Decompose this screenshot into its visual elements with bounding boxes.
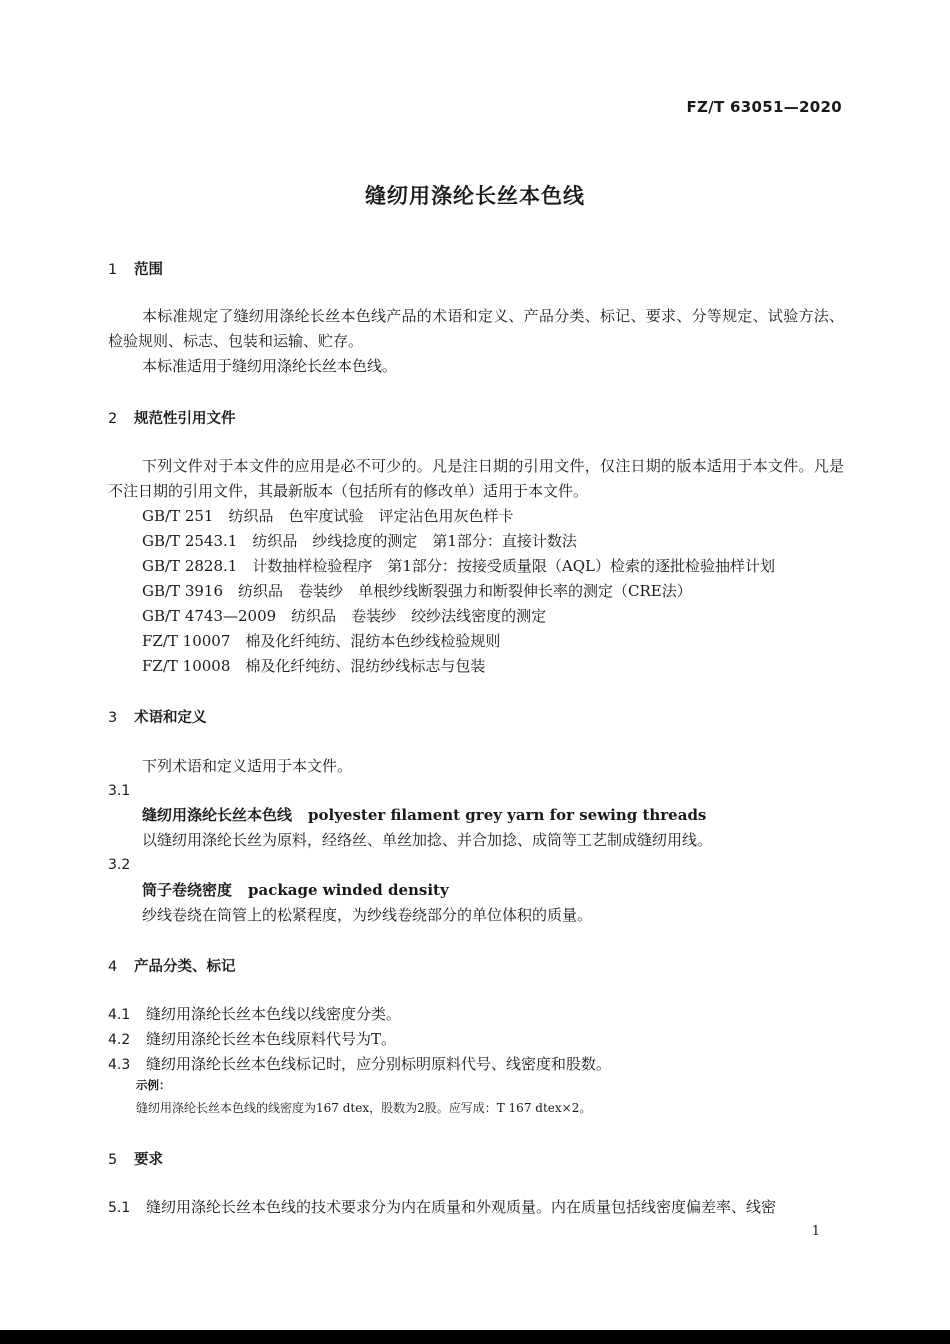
document-title: 缝纫用涤纶长丝本色线 [365,184,585,208]
section-1-heading [108,258,163,279]
clause-item [108,1195,776,1221]
clause-number: 4.2 [108,1032,131,1048]
references-intro: 下列文件对于本文件的应用是必不可少的。凡是注日期的引用文件，仅注日期的版本适用于本文件。凡是不注日期的引用文件，其最新版本（包括所有的修改单）适用于本文件。 [108,457,844,500]
clause-number: 5.1 [108,1200,131,1216]
clause-item [108,1002,401,1028]
page-number: 1 [811,1224,820,1239]
example-text: 缝纫用涤纶长丝本色线的线密度为167 dtex，股数为2股。应写成：T 167 dtex×2。 [136,1101,592,1115]
term-chinese: 筒子卷绕密度 [142,881,233,899]
section-5-heading [108,1148,163,1169]
clause-text: 缝纫用涤纶长丝本色线标记时，应分别标明原料代号、线密度和股数。 [146,1055,612,1073]
section-2-heading [108,407,236,428]
section-title: 范围 [134,262,163,278]
term-number: 3.2 [108,857,131,873]
section-3-heading [108,706,207,727]
clause-text: 缝纫用涤纶长丝本色线原料代号为T。 [146,1030,397,1048]
section-number: 3 [108,710,118,726]
reference-item: FZ/T 10007 棉及化纤纯纺、混纺本色纱线检验规则 [142,632,501,650]
clause-item [108,1052,611,1078]
section-number: 5 [108,1152,118,1168]
standard-number: FZ/T 63051—2020 [686,98,842,116]
section-title: 规范性引用文件 [134,411,236,427]
reference-item: GB/T 251 纺织品 色牢度试验 评定沾色用灰色样卡 [142,507,514,525]
reference-item: FZ/T 10008 棉及化纤纯纺、混纺纱线标志与包装 [142,657,486,675]
term-english: polyester filament grey yarn for sewing threads [308,806,707,824]
term-entry [142,803,706,828]
section-number: 4 [108,959,118,975]
section-title: 产品分类、标记 [134,959,236,975]
example-label: 示例： [136,1078,171,1092]
term-english: package winded density [248,881,449,899]
section-number: 2 [108,411,118,427]
terms-intro: 下列术语和定义适用于本文件。 [142,757,353,775]
scope-applicability: 本标准适用于缝纫用涤纶长丝本色线。 [142,357,398,375]
reference-item: GB/T 4743—2009 纺织品 卷装纱 绞纱法线密度的测定 [142,607,547,625]
clause-text: 缝纫用涤纶长丝本色线以线密度分类。 [146,1005,402,1023]
term-definition: 以缝纫用涤纶长丝为原料，经络丝、单丝加捻、并合加捻、成筒等工艺制成缝纫用线。 [142,831,713,849]
section-number: 1 [108,262,118,278]
section-title: 要求 [134,1152,163,1168]
term-number: 3.1 [108,783,131,799]
clause-number: 4.1 [108,1007,131,1023]
term-entry [142,878,449,903]
bottom-border [0,1330,950,1344]
section-title: 术语和定义 [134,710,207,726]
clause-number: 4.3 [108,1057,131,1073]
term-definition: 纱线卷绕在筒管上的松紧程度，为纱线卷绕部分的单位体积的质量。 [142,906,593,924]
reference-item: GB/T 3916 纺织品 卷装纱 单根纱线断裂强力和断裂伸长率的测定（CRE法） [142,582,692,600]
section-4-heading [108,955,236,976]
clause-item [108,1027,396,1053]
clause-text: 缝纫用涤纶长丝本色线的技术要求分为内在质量和外观质量。内在质量包括线密度偏差率、线密 [146,1198,777,1216]
reference-item: GB/T 2543.1 纺织品 纱线捻度的测定 第1部分：直接计数法 [142,532,577,550]
term-chinese: 缝纫用涤纶长丝本色线 [142,806,293,824]
reference-item: GB/T 2828.1 计数抽样检验程序 第1部分：按接受质量限（AQL）检索的逐批检验抽样计划 [142,557,775,575]
scope-paragraph: 本标准规定了缝纫用涤纶长丝本色线产品的术语和定义、产品分类、标记、要求、分等规定、试验方法、检验规则、标志、包装和运输、贮存。 [108,307,844,350]
